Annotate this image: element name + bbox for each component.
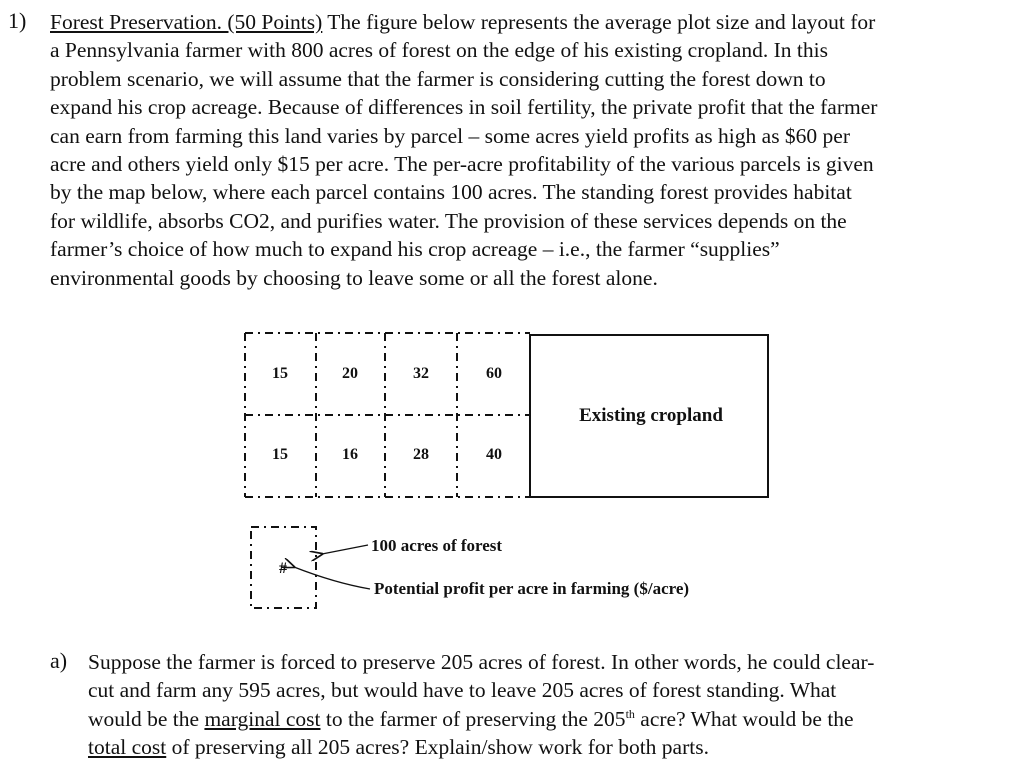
parcel-profit-top-1: 15 xyxy=(272,365,288,382)
ordinal-superscript: th xyxy=(625,706,635,721)
question-line-1-text: The figure below represents the average plot size and layout for xyxy=(322,10,876,34)
question-line-9: farmer’s choice of how much to expand his crop acreage – i.e., the farmer “supplies” xyxy=(50,237,780,262)
part-a-line-1: Suppose the farmer is forced to preserve 205 acres of forest. In other words, he could clear- xyxy=(88,650,875,674)
parcel-profit-bottom-2: 16 xyxy=(342,446,358,463)
question-line-5: can earn from farming this land varies by parcel – some acres yield profits as high as $60 per xyxy=(50,123,851,148)
legend-acres-label: 100 acres of forest xyxy=(371,536,503,555)
parcel-profit-top-3: 32 xyxy=(413,365,429,382)
legend-profit-label: Potential profit per acre in farming ($/acre) xyxy=(374,579,690,598)
question-number: 1) xyxy=(8,8,27,33)
part-a-line-2: cut and farm any 595 acres, but would have to leave 205 acres of forest standing. What xyxy=(88,678,837,703)
existing-cropland-label: Existing cropland xyxy=(579,405,723,426)
question-line-6: acre and others yield only $15 per acre. The per-acre profitability of the various parcels is given xyxy=(50,152,874,177)
question-line-2: a Pennsylvania farmer with 800 acres of forest on the edge of his existing cropland. In this xyxy=(50,38,828,63)
legend-acres-arrow xyxy=(322,545,368,554)
part-a-line-4 xyxy=(88,733,1008,761)
part-a-line-3-start: would be the xyxy=(88,706,205,731)
question-line-3: problem scenario, we will assume that the farmer is considering cutting the forest down to xyxy=(50,66,826,91)
parcel-profit-bottom-4: 40 xyxy=(486,446,502,463)
legend-profit-symbol: # xyxy=(279,560,287,577)
question-title: Forest Preservation. (50 Points) xyxy=(50,10,323,34)
question-line-4: expand his crop acreage. Because of differences in soil fertility, the private profit that the farmer xyxy=(50,95,878,120)
part-a-label: a) xyxy=(50,648,68,673)
total-cost-term: total cost xyxy=(88,735,167,760)
legend-profit-arrow xyxy=(294,567,370,589)
parcel-profit-bottom-3: 28 xyxy=(413,446,429,463)
marginal-cost-term: marginal cost xyxy=(204,706,321,731)
parcel-profit-top-2: 20 xyxy=(342,365,358,382)
part-a-line-4-end: of preserving all 205 acres? Explain/show work for both parts. xyxy=(166,735,709,760)
parcel-profit-top-4: 60 xyxy=(486,365,502,382)
question-line-7: by the map below, where each parcel contains 100 acres. The standing forest provides habitat xyxy=(50,180,852,205)
question-line-10: environmental goods by choosing to leave some or all the forest alone. xyxy=(50,265,658,290)
part-a-text xyxy=(88,648,1008,762)
part-a-line-3-end: acre? What would be the xyxy=(634,706,854,731)
parcel-profit-bottom-1: 15 xyxy=(272,446,288,463)
part-a-line-3 xyxy=(88,705,1008,733)
part-a-line-3-middle: to the farmer of preserving the 205 xyxy=(320,706,626,731)
question-line-8: for wildlife, absorbs CO2, and purifies water. The provision of these services depends on the xyxy=(50,208,847,233)
forest-grid xyxy=(245,333,530,497)
